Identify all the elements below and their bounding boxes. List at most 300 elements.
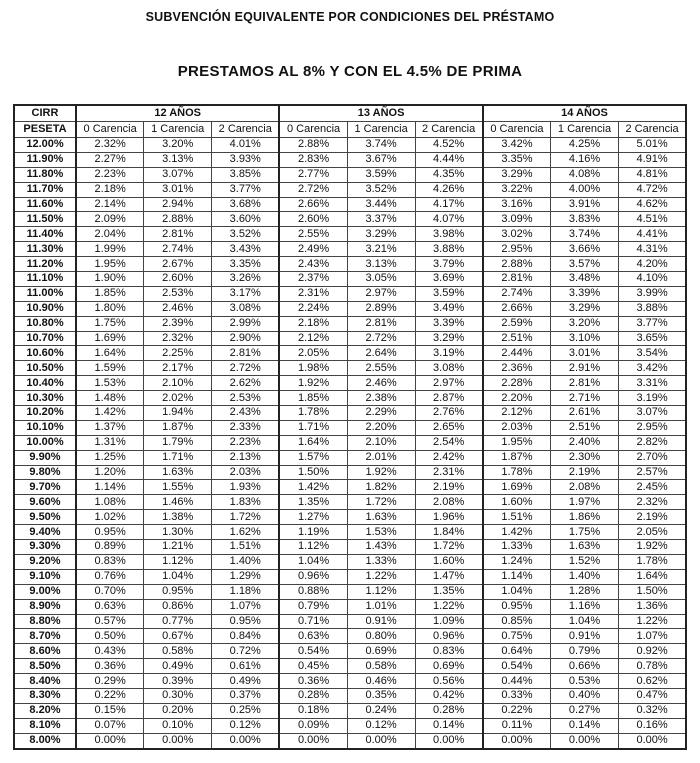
value-cell: 0.61%: [212, 659, 280, 674]
rate-cell: 10.60%: [14, 346, 76, 361]
value-cell: 2.88%: [144, 212, 212, 227]
table-row: [14, 361, 686, 376]
rate-cell: 9.90%: [14, 450, 76, 465]
value-cell: 0.28%: [415, 703, 483, 718]
value-cell: 4.41%: [618, 227, 686, 242]
value-cell: 2.54%: [415, 435, 483, 450]
value-cell: 0.78%: [618, 659, 686, 674]
table-row: [14, 540, 686, 555]
value-cell: 2.19%: [551, 465, 619, 480]
value-cell: 0.27%: [551, 703, 619, 718]
rate-cell: 9.70%: [14, 480, 76, 495]
value-cell: 2.97%: [415, 376, 483, 391]
value-cell: 0.89%: [76, 540, 144, 555]
value-cell: 2.57%: [618, 465, 686, 480]
value-cell: 1.71%: [279, 420, 347, 435]
value-cell: 1.75%: [76, 316, 144, 331]
value-cell: 0.91%: [551, 629, 619, 644]
value-cell: 3.60%: [212, 212, 280, 227]
value-cell: 0.85%: [483, 614, 551, 629]
value-cell: 2.53%: [212, 391, 280, 406]
value-cell: 3.66%: [551, 242, 619, 257]
value-cell: 1.53%: [347, 525, 415, 540]
value-cell: 1.47%: [415, 569, 483, 584]
table-row: [14, 182, 686, 197]
value-cell: 1.36%: [618, 599, 686, 614]
value-cell: 0.70%: [76, 584, 144, 599]
table-row: [14, 599, 686, 614]
table-row: [14, 733, 686, 748]
group-header-13-years: 13 AÑOS: [279, 105, 482, 122]
value-cell: 3.16%: [483, 197, 551, 212]
value-cell: 0.11%: [483, 718, 551, 733]
document-title: SUBVENCIÓN EQUIVALENTE POR CONDICIONES DEL PRÉSTAMO: [145, 10, 555, 24]
value-cell: 4.91%: [618, 152, 686, 167]
value-cell: 3.39%: [551, 286, 619, 301]
value-cell: 2.81%: [144, 227, 212, 242]
value-cell: 2.95%: [483, 242, 551, 257]
value-cell: 5.01%: [618, 138, 686, 153]
value-cell: 0.43%: [76, 644, 144, 659]
value-cell: 2.32%: [144, 331, 212, 346]
table-row: [14, 495, 686, 510]
value-cell: 3.52%: [212, 227, 280, 242]
value-cell: 0.25%: [212, 703, 280, 718]
value-cell: 3.52%: [347, 182, 415, 197]
value-cell: 3.59%: [347, 167, 415, 182]
value-cell: 1.40%: [551, 569, 619, 584]
value-cell: 1.33%: [483, 540, 551, 555]
table-row: [14, 614, 686, 629]
value-cell: 1.71%: [144, 450, 212, 465]
value-cell: 3.22%: [483, 182, 551, 197]
table-row: [14, 510, 686, 525]
value-cell: 1.87%: [144, 420, 212, 435]
value-cell: 4.31%: [618, 242, 686, 257]
value-cell: 0.71%: [279, 614, 347, 629]
value-cell: 0.18%: [279, 703, 347, 718]
row-label-header-top: CIRR: [14, 105, 76, 122]
value-cell: 3.19%: [415, 346, 483, 361]
value-cell: 1.64%: [618, 569, 686, 584]
value-cell: 1.07%: [212, 599, 280, 614]
value-cell: 1.04%: [483, 584, 551, 599]
value-cell: 0.24%: [347, 703, 415, 718]
value-cell: 0.96%: [415, 629, 483, 644]
subcolumn-header: 2 Carencia: [618, 122, 686, 138]
value-cell: 1.20%: [76, 465, 144, 480]
value-cell: 0.62%: [618, 674, 686, 689]
value-cell: 0.12%: [347, 718, 415, 733]
value-cell: 3.26%: [212, 272, 280, 287]
subcolumn-header: 1 Carencia: [347, 122, 415, 138]
rate-cell: 9.30%: [14, 540, 76, 555]
value-cell: 0.36%: [279, 674, 347, 689]
value-cell: 2.60%: [144, 272, 212, 287]
value-cell: 1.16%: [551, 599, 619, 614]
value-cell: 0.30%: [144, 688, 212, 703]
value-cell: 3.74%: [347, 138, 415, 153]
value-cell: 1.60%: [483, 495, 551, 510]
value-cell: 0.00%: [347, 733, 415, 748]
value-cell: 1.85%: [76, 286, 144, 301]
value-cell: 0.84%: [212, 629, 280, 644]
value-cell: 1.92%: [347, 465, 415, 480]
value-cell: 2.05%: [618, 525, 686, 540]
value-cell: 2.45%: [618, 480, 686, 495]
value-cell: 1.63%: [144, 465, 212, 480]
value-cell: 2.18%: [279, 316, 347, 331]
table-row: [14, 376, 686, 391]
value-cell: 2.94%: [144, 197, 212, 212]
value-cell: 2.27%: [76, 152, 144, 167]
value-cell: 3.05%: [347, 272, 415, 287]
value-cell: 2.61%: [551, 406, 619, 421]
value-cell: 0.00%: [415, 733, 483, 748]
table-row: [14, 688, 686, 703]
value-cell: 1.64%: [279, 435, 347, 450]
value-cell: 1.52%: [551, 554, 619, 569]
value-cell: 1.38%: [144, 510, 212, 525]
value-cell: 2.72%: [279, 182, 347, 197]
value-cell: 3.29%: [483, 167, 551, 182]
value-cell: 2.18%: [76, 182, 144, 197]
rate-cell: 8.60%: [14, 644, 76, 659]
rate-cell: 10.00%: [14, 435, 76, 450]
value-cell: 1.92%: [618, 540, 686, 555]
value-cell: 3.88%: [415, 242, 483, 257]
value-cell: 1.60%: [415, 554, 483, 569]
rate-cell: 10.50%: [14, 361, 76, 376]
value-cell: 2.44%: [483, 346, 551, 361]
value-cell: 1.83%: [212, 495, 280, 510]
value-cell: 1.96%: [415, 510, 483, 525]
value-cell: 0.29%: [76, 674, 144, 689]
value-cell: 0.79%: [551, 644, 619, 659]
value-cell: 1.19%: [279, 525, 347, 540]
value-cell: 3.07%: [618, 406, 686, 421]
value-cell: 3.43%: [212, 242, 280, 257]
header-group-row: [14, 105, 686, 122]
table-row: [14, 420, 686, 435]
value-cell: 4.44%: [415, 152, 483, 167]
value-cell: 1.42%: [279, 480, 347, 495]
value-cell: 3.35%: [483, 152, 551, 167]
value-cell: 2.31%: [415, 465, 483, 480]
value-cell: 1.51%: [212, 540, 280, 555]
rate-cell: 9.10%: [14, 569, 76, 584]
value-cell: 0.20%: [144, 703, 212, 718]
value-cell: 1.87%: [483, 450, 551, 465]
value-cell: 2.65%: [415, 420, 483, 435]
value-cell: 2.72%: [212, 361, 280, 376]
value-cell: 1.25%: [76, 450, 144, 465]
value-cell: 2.40%: [551, 435, 619, 450]
value-cell: 2.01%: [347, 450, 415, 465]
value-cell: 3.29%: [551, 301, 619, 316]
value-cell: 2.76%: [415, 406, 483, 421]
value-cell: 2.62%: [212, 376, 280, 391]
rate-cell: 10.20%: [14, 406, 76, 421]
value-cell: 1.02%: [76, 510, 144, 525]
value-cell: 1.33%: [347, 554, 415, 569]
value-cell: 3.83%: [551, 212, 619, 227]
value-cell: 3.42%: [483, 138, 551, 153]
value-cell: 1.78%: [279, 406, 347, 421]
value-cell: 2.89%: [347, 301, 415, 316]
value-cell: 3.98%: [415, 227, 483, 242]
value-cell: 1.46%: [144, 495, 212, 510]
table-row: [14, 316, 686, 331]
value-cell: 3.77%: [212, 182, 280, 197]
value-cell: 2.87%: [415, 391, 483, 406]
value-cell: 3.10%: [551, 331, 619, 346]
value-cell: 2.43%: [212, 406, 280, 421]
value-cell: 0.95%: [212, 614, 280, 629]
value-cell: 0.22%: [76, 688, 144, 703]
value-cell: 1.04%: [144, 569, 212, 584]
value-cell: 1.82%: [347, 480, 415, 495]
value-cell: 4.01%: [212, 138, 280, 153]
rate-cell: 11.00%: [14, 286, 76, 301]
value-cell: 3.37%: [347, 212, 415, 227]
value-cell: 2.29%: [347, 406, 415, 421]
rate-cell: 11.80%: [14, 167, 76, 182]
table-row: [14, 331, 686, 346]
row-label-header-bottom: PESETA: [14, 122, 76, 138]
table-row: [14, 629, 686, 644]
value-cell: 4.35%: [415, 167, 483, 182]
value-cell: 0.83%: [415, 644, 483, 659]
value-cell: 1.72%: [347, 495, 415, 510]
value-cell: 2.23%: [76, 167, 144, 182]
value-cell: 2.05%: [279, 346, 347, 361]
rate-cell: 9.60%: [14, 495, 76, 510]
value-cell: 3.13%: [144, 152, 212, 167]
value-cell: 4.20%: [618, 257, 686, 272]
table-row: [14, 286, 686, 301]
value-cell: 1.98%: [279, 361, 347, 376]
value-cell: 3.79%: [415, 257, 483, 272]
value-cell: 2.81%: [347, 316, 415, 331]
value-cell: 1.43%: [347, 540, 415, 555]
table-row: [14, 465, 686, 480]
value-cell: 3.35%: [212, 257, 280, 272]
value-cell: 1.69%: [76, 331, 144, 346]
value-cell: 0.75%: [483, 629, 551, 644]
value-cell: 3.19%: [618, 391, 686, 406]
value-cell: 0.00%: [144, 733, 212, 748]
value-cell: 2.20%: [483, 391, 551, 406]
value-cell: 0.49%: [212, 674, 280, 689]
value-cell: 1.14%: [483, 569, 551, 584]
table-row: [14, 167, 686, 182]
value-cell: 2.02%: [144, 391, 212, 406]
value-cell: 2.88%: [279, 138, 347, 153]
value-cell: 1.37%: [76, 420, 144, 435]
value-cell: 0.57%: [76, 614, 144, 629]
value-cell: 2.28%: [483, 376, 551, 391]
subcolumn-header: 0 Carencia: [483, 122, 551, 138]
table-row: [14, 554, 686, 569]
value-cell: 0.22%: [483, 703, 551, 718]
value-cell: 0.36%: [76, 659, 144, 674]
value-cell: 2.74%: [144, 242, 212, 257]
value-cell: 1.72%: [212, 510, 280, 525]
value-cell: 0.12%: [212, 718, 280, 733]
value-cell: 0.54%: [483, 659, 551, 674]
value-cell: 2.19%: [618, 510, 686, 525]
value-cell: 0.86%: [144, 599, 212, 614]
value-cell: 1.04%: [551, 614, 619, 629]
subsidy-table: [13, 104, 687, 750]
value-cell: 0.91%: [347, 614, 415, 629]
value-cell: 0.79%: [279, 599, 347, 614]
value-cell: 1.79%: [144, 435, 212, 450]
value-cell: 1.85%: [279, 391, 347, 406]
value-cell: 4.72%: [618, 182, 686, 197]
table-row: [14, 197, 686, 212]
value-cell: 3.49%: [415, 301, 483, 316]
value-cell: 1.50%: [279, 465, 347, 480]
rate-cell: 8.20%: [14, 703, 76, 718]
value-cell: 2.12%: [279, 331, 347, 346]
value-cell: 2.55%: [347, 361, 415, 376]
value-cell: 2.32%: [76, 138, 144, 153]
value-cell: 1.31%: [76, 435, 144, 450]
value-cell: 2.51%: [551, 420, 619, 435]
value-cell: 1.27%: [279, 510, 347, 525]
value-cell: 3.48%: [551, 272, 619, 287]
value-cell: 2.90%: [212, 331, 280, 346]
rate-cell: 10.90%: [14, 301, 76, 316]
value-cell: 0.63%: [76, 599, 144, 614]
table-row: [14, 659, 686, 674]
rate-cell: 8.80%: [14, 614, 76, 629]
rate-cell: 10.70%: [14, 331, 76, 346]
rate-cell: 8.30%: [14, 688, 76, 703]
rate-cell: 10.40%: [14, 376, 76, 391]
value-cell: 1.12%: [144, 554, 212, 569]
rate-cell: 10.80%: [14, 316, 76, 331]
rate-cell: 8.70%: [14, 629, 76, 644]
value-cell: 1.29%: [212, 569, 280, 584]
value-cell: 1.28%: [551, 584, 619, 599]
value-cell: 3.07%: [144, 167, 212, 182]
value-cell: 4.10%: [618, 272, 686, 287]
value-cell: 1.18%: [212, 584, 280, 599]
subcolumn-header: 2 Carencia: [415, 122, 483, 138]
value-cell: 0.95%: [76, 525, 144, 540]
value-cell: 3.01%: [144, 182, 212, 197]
value-cell: 1.55%: [144, 480, 212, 495]
value-cell: 1.97%: [551, 495, 619, 510]
value-cell: 0.88%: [279, 584, 347, 599]
value-cell: 0.32%: [618, 703, 686, 718]
value-cell: 4.16%: [551, 152, 619, 167]
value-cell: 2.10%: [347, 435, 415, 450]
value-cell: 0.33%: [483, 688, 551, 703]
value-cell: 2.77%: [279, 167, 347, 182]
value-cell: 3.29%: [347, 227, 415, 242]
value-cell: 3.54%: [618, 346, 686, 361]
rate-cell: 9.50%: [14, 510, 76, 525]
value-cell: 2.72%: [347, 331, 415, 346]
value-cell: 3.99%: [618, 286, 686, 301]
rate-cell: 9.40%: [14, 525, 76, 540]
value-cell: 2.55%: [279, 227, 347, 242]
value-cell: 2.66%: [483, 301, 551, 316]
group-header-12-years: 12 AÑOS: [76, 105, 279, 122]
value-cell: 2.20%: [347, 420, 415, 435]
rate-cell: 9.00%: [14, 584, 76, 599]
value-cell: 2.51%: [483, 331, 551, 346]
value-cell: 1.86%: [551, 510, 619, 525]
value-cell: 0.92%: [618, 644, 686, 659]
value-cell: 1.95%: [483, 435, 551, 450]
value-cell: 3.09%: [483, 212, 551, 227]
value-cell: 2.25%: [144, 346, 212, 361]
value-cell: 0.07%: [76, 718, 144, 733]
value-cell: 2.99%: [212, 316, 280, 331]
value-cell: 3.44%: [347, 197, 415, 212]
rate-cell: 8.90%: [14, 599, 76, 614]
value-cell: 1.99%: [76, 242, 144, 257]
value-cell: 3.91%: [551, 197, 619, 212]
value-cell: 0.63%: [279, 629, 347, 644]
value-cell: 0.35%: [347, 688, 415, 703]
rate-cell: 8.10%: [14, 718, 76, 733]
value-cell: 2.46%: [347, 376, 415, 391]
value-cell: 1.42%: [483, 525, 551, 540]
value-cell: 2.81%: [483, 272, 551, 287]
value-cell: 1.69%: [483, 480, 551, 495]
value-cell: 0.47%: [618, 688, 686, 703]
rate-cell: 12.00%: [14, 138, 76, 153]
value-cell: 1.80%: [76, 301, 144, 316]
table-row: [14, 450, 686, 465]
rate-cell: 9.20%: [14, 554, 76, 569]
value-cell: 1.53%: [76, 376, 144, 391]
value-cell: 1.50%: [618, 584, 686, 599]
value-cell: 2.39%: [144, 316, 212, 331]
rate-cell: 8.50%: [14, 659, 76, 674]
table-row: [14, 346, 686, 361]
value-cell: 1.12%: [279, 540, 347, 555]
value-cell: 3.02%: [483, 227, 551, 242]
value-cell: 3.65%: [618, 331, 686, 346]
value-cell: 1.21%: [144, 540, 212, 555]
value-cell: 0.56%: [415, 674, 483, 689]
value-cell: 2.81%: [551, 376, 619, 391]
value-cell: 0.64%: [483, 644, 551, 659]
value-cell: 0.09%: [279, 718, 347, 733]
value-cell: 1.51%: [483, 510, 551, 525]
value-cell: 3.08%: [415, 361, 483, 376]
value-cell: 3.01%: [551, 346, 619, 361]
value-cell: 1.63%: [551, 540, 619, 555]
value-cell: 3.68%: [212, 197, 280, 212]
value-cell: 3.17%: [212, 286, 280, 301]
value-cell: 2.49%: [279, 242, 347, 257]
value-cell: 2.83%: [279, 152, 347, 167]
value-cell: 1.95%: [76, 257, 144, 272]
value-cell: 3.21%: [347, 242, 415, 257]
rate-cell: 11.60%: [14, 197, 76, 212]
rate-cell: 8.40%: [14, 674, 76, 689]
table-row: [14, 674, 686, 689]
value-cell: 0.42%: [415, 688, 483, 703]
